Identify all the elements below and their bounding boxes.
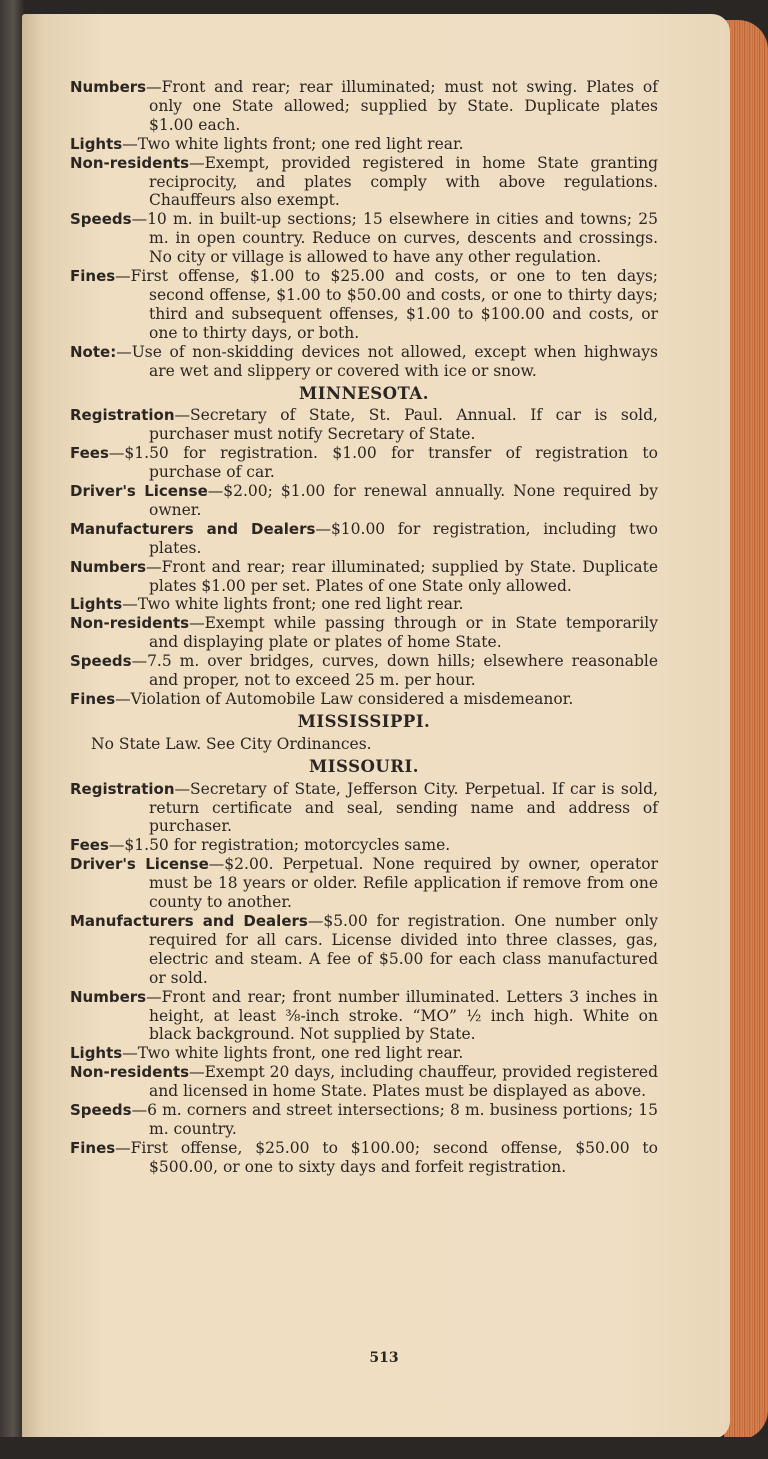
mn-entry-non-residents: Non-residents—Exempt while passing through or in State temporarily and displaying plate or plates of home State. <box>70 614 658 652</box>
page-edges <box>724 20 768 1440</box>
book-cover-edge <box>0 1437 768 1459</box>
mn-entry-fines: Fines—Violation of Automobile Law considered a misdemeanor. <box>70 690 574 708</box>
book-binding <box>0 0 24 1459</box>
page-number: 513 <box>369 1350 399 1366</box>
mn-entry-manufacturers: Manufacturers and Dealers—$10.00 for registration, including two plates. <box>70 519 658 557</box>
entry-numbers: Numbers—Front and rear; rear illuminated; must not swing. Plates of only one State allowed; supplied by State. Duplicate plates $1.00 each. <box>70 78 658 134</box>
ms-no-state-law: No State Law. See City Ordinances. <box>91 734 372 753</box>
mo-entry-fees: Fees—$1.50 for registration; motorcycles same. <box>70 836 451 855</box>
mo-entry-manufacturers: Manufacturers and Dealers—$5.00 for registration. One number only required for all cars. License divided into three classes, gas, electric and steam. A fee of $5.00 for each class manufactured or sold. <box>70 911 658 987</box>
mo-entry-non-residents: Non-residents—Exempt 20 days, including chauffeur, provided registered and licensed in home State. Plates must be displayed as above. <box>70 1063 658 1101</box>
mo-entry-registration: Registration—Secretary of State, Jefferson City. Perpetual. If car is sold, return certificate and seal, sending name and address of purchaser. <box>70 779 658 836</box>
heading-mississippi: MISSISSIPPI. <box>297 711 431 731</box>
entry-speeds: Speeds—10 m. in built-up sections; 15 elsewhere in cities and towns; 25 m. in open country. Reduce on curves, descents and crossings. No city or village is allowed to have any other regulation. <box>70 210 658 267</box>
mn-entry-drivers-license: Driver's License—$2.00; $1.00 for renewal annually. None required by owner. <box>70 482 658 519</box>
entry-lights: Lights—Two white lights front; one red light rear. <box>70 134 464 153</box>
mo-entry-speeds: Speeds—6 m. corners and street intersections; 8 m. business portions; 15 m. country. <box>70 1101 658 1138</box>
entry-non-residents: Non-residents—Exempt, provided registered in home State granting reciprocity, and plates comply with above regulations. Chauffeurs also exempt. <box>70 153 658 210</box>
mn-entry-numbers: Numbers—Front and rear; rear illuminated; supplied by State. Duplicate plates $1.00 per set. Plates of one State only allowed. <box>70 557 658 595</box>
mo-entry-numbers: Numbers—Front and rear; front number illuminated. Letters 3 inches in height, at least ⅜-inch stroke. “MO” ½ inch high. White on black background. Not supplied by State. <box>70 987 658 1044</box>
entry-note: Note:—Use of non-skidding devices not allowed, except when highways are wet and slippery or covered with ice or snow. <box>70 342 658 380</box>
mn-entry-lights: Lights—Two white lights front; one red light rear. <box>70 595 464 614</box>
mn-entry-speeds: Speeds—7.5 m. over bridges, curves, down hills; elsewhere reasonable and proper, not to exceed 25 m. per hour. <box>70 652 658 690</box>
entry-fines: Fines—First offense, $1.00 to $25.00 and costs, or one to ten days; second offense, $1.00 to $50.00 and costs, or one to thirty days; third and subsequent offenses, $1.00 to $100.00 and costs, or one to thirty days, or both. <box>70 267 658 342</box>
heading-missouri: MISSOURI. <box>309 756 419 776</box>
mn-entry-fees: Fees—$1.50 for registration. $1.00 for transfer of registration to purchase of car. <box>70 444 658 482</box>
mo-entry-fines: Fines—First offense, $25.00 to $100.00; second offense, $50.00 to $500.00, or one to sixty days and forfeit registration. <box>70 1138 658 1176</box>
page-text <box>70 78 658 1177</box>
mn-entry-registration: Registration—Secretary of State, St. Paul. Annual. If car is sold, purchaser must notify Secretary of State. <box>70 406 658 444</box>
heading-minnesota: MINNESOTA. <box>299 383 429 403</box>
mo-entry-lights: Lights—Two white lights front, one red light rear. <box>70 1044 464 1063</box>
mo-entry-drivers-license: Driver's License—$2.00. Perpetual. None required by owner, operator must be 18 years or older. Refile application if remove from one county to another. <box>70 855 658 912</box>
